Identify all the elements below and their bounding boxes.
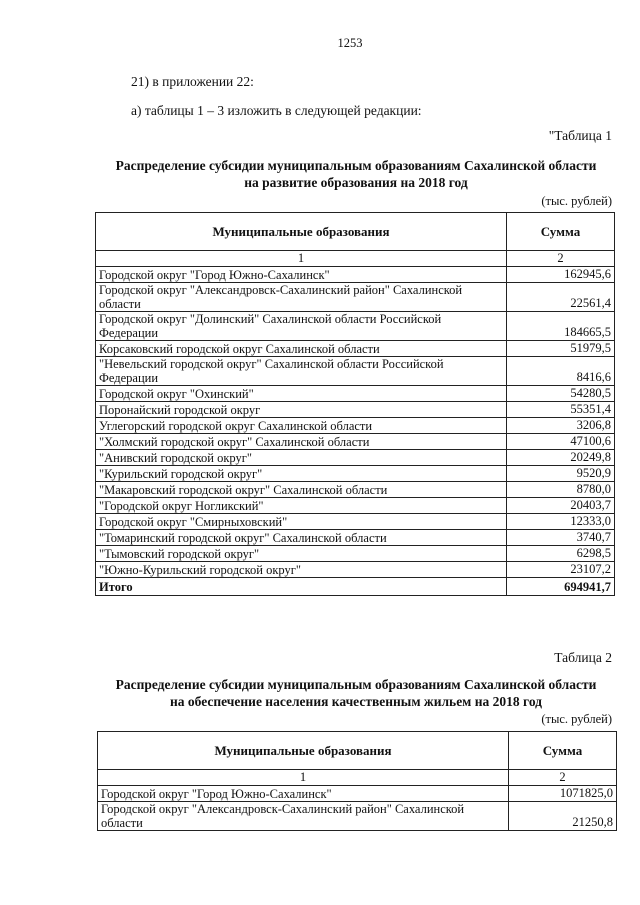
table1-header-row bbox=[96, 213, 615, 251]
table1-row-name: "Невельский городской округ" Сахалинской области Российской Федерации bbox=[96, 357, 507, 386]
table1-row-value: 3206,8 bbox=[507, 418, 615, 434]
table1-row-name: Поронайский городской округ bbox=[96, 402, 507, 418]
table2-label: Таблица 2 bbox=[554, 650, 612, 665]
table2-col-sum-header: Сумма bbox=[509, 732, 617, 770]
table1-row-value: 12333,0 bbox=[507, 514, 615, 530]
table2-row bbox=[98, 786, 617, 802]
table1-row-name: Корсаковский городской округ Сахалинской области bbox=[96, 341, 507, 357]
table1-row bbox=[96, 386, 615, 402]
table2-row-name: Городской округ "Город Южно-Сахалинск" bbox=[98, 786, 509, 802]
table1-row-name: Углегорский городской округ Сахалинской области bbox=[96, 418, 507, 434]
table2-col-number-1: 1 bbox=[98, 770, 509, 786]
table1-row-name: "Томаринский городской округ" Сахалинской области bbox=[96, 530, 507, 546]
table1-row-name: "Холмский городской округ" Сахалинской области bbox=[96, 434, 507, 450]
table1-row-value: 22561,4 bbox=[507, 283, 615, 312]
table2-title bbox=[96, 676, 616, 710]
table1-row bbox=[96, 341, 615, 357]
table2 bbox=[97, 731, 617, 831]
table2-col-number-2: 2 bbox=[509, 770, 617, 786]
table1-row-value: 3740,7 bbox=[507, 530, 615, 546]
table1-row-value: 8416,6 bbox=[507, 357, 615, 386]
table1-row bbox=[96, 402, 615, 418]
table1-row-name: Городской округ "Смирныховский" bbox=[96, 514, 507, 530]
table2-row-name: Городской округ "Александровск-Сахалинский район" Сахалинской области bbox=[98, 802, 509, 831]
table1-row-value: 20403,7 bbox=[507, 498, 615, 514]
table2-row-value: 21250,8 bbox=[509, 802, 617, 831]
table1-title-line2: на развитие образования на 2018 год bbox=[244, 175, 468, 190]
table1-row-name: "Макаровский городской округ" Сахалинской области bbox=[96, 482, 507, 498]
table1-row-value: 8780,0 bbox=[507, 482, 615, 498]
table1-row bbox=[96, 546, 615, 562]
table1-row-name: Городской округ "Охинский" bbox=[96, 386, 507, 402]
table1-row-name: "Анивский городской округ" bbox=[96, 450, 507, 466]
table1-row bbox=[96, 466, 615, 482]
table1-row-value: 6298,5 bbox=[507, 546, 615, 562]
table1-row-value: 55351,4 bbox=[507, 402, 615, 418]
table1-row-value: 9520,9 bbox=[507, 466, 615, 482]
table1-row-name: "Южно-Курильский городской округ" bbox=[96, 562, 507, 578]
table2-row-value: 1071825,0 bbox=[509, 786, 617, 802]
table1-row bbox=[96, 312, 615, 341]
table1-row bbox=[96, 562, 615, 578]
table1-row-name: Городской округ "Город Южно-Сахалинск" bbox=[96, 267, 507, 283]
table1-row bbox=[96, 357, 615, 386]
intro-item-a: а) таблицы 1 – 3 изложить в следующей редакции: bbox=[131, 103, 422, 118]
table2-col-number-row bbox=[98, 770, 617, 786]
table1-row-name: "Тымовский городской округ" bbox=[96, 546, 507, 562]
table1-label: "Таблица 1 bbox=[548, 128, 612, 143]
table1-col-name-header: Муниципальные образования bbox=[96, 213, 507, 251]
table1-col-number-2: 2 bbox=[507, 251, 615, 267]
table1-row-name: Городской округ "Александровск-Сахалинский район" Сахалинской области bbox=[96, 283, 507, 312]
table1-row-value: 184665,5 bbox=[507, 312, 615, 341]
table1-row bbox=[96, 514, 615, 530]
table1-title bbox=[96, 157, 616, 191]
table1-row-name: "Курильский городской округ" bbox=[96, 466, 507, 482]
page-number: 1253 bbox=[337, 36, 363, 50]
table1-col-number-1: 1 bbox=[96, 251, 507, 267]
table1-row-name: "Городской округ Ногликский" bbox=[96, 498, 507, 514]
table1-row bbox=[96, 482, 615, 498]
table1-col-sum-header: Сумма bbox=[507, 213, 615, 251]
table1-row-value: 23107,2 bbox=[507, 562, 615, 578]
table1-row-value: 51979,5 bbox=[507, 341, 615, 357]
table2-header-row bbox=[98, 732, 617, 770]
table1-row bbox=[96, 267, 615, 283]
table1-row-value: 162945,6 bbox=[507, 267, 615, 283]
table1-row-value: 47100,6 bbox=[507, 434, 615, 450]
table1-row bbox=[96, 450, 615, 466]
table1-total-label: Итого bbox=[96, 578, 507, 596]
table1-row bbox=[96, 498, 615, 514]
table1-total-value: 694941,7 bbox=[507, 578, 615, 596]
intro-item-21: 21) в приложении 22: bbox=[131, 74, 254, 89]
table1-row bbox=[96, 283, 615, 312]
table2-units: (тыс. рублей) bbox=[541, 712, 612, 726]
table1 bbox=[95, 212, 615, 596]
table2-title-line2: на обеспечение населения качественным жильем на 2018 год bbox=[169, 694, 543, 709]
table1-row-name: Городской округ "Долинский" Сахалинской области Российской Федерации bbox=[96, 312, 507, 341]
table2-col-name-header: Муниципальные образования bbox=[98, 732, 509, 770]
table1-col-number-row bbox=[96, 251, 615, 267]
table2-row bbox=[98, 802, 617, 831]
table1-row-value: 20249,8 bbox=[507, 450, 615, 466]
table1-row bbox=[96, 418, 615, 434]
table1-total-row bbox=[96, 578, 615, 596]
table1-row bbox=[96, 530, 615, 546]
table1-units: (тыс. рублей) bbox=[541, 194, 612, 208]
table1-title-line1: Распределение субсидии муниципальным образованиям Сахалинской области bbox=[115, 158, 597, 173]
table2-title-line1: Распределение субсидии муниципальным образованиям Сахалинской области bbox=[115, 677, 597, 692]
table1-row-value: 54280,5 bbox=[507, 386, 615, 402]
table1-row bbox=[96, 434, 615, 450]
